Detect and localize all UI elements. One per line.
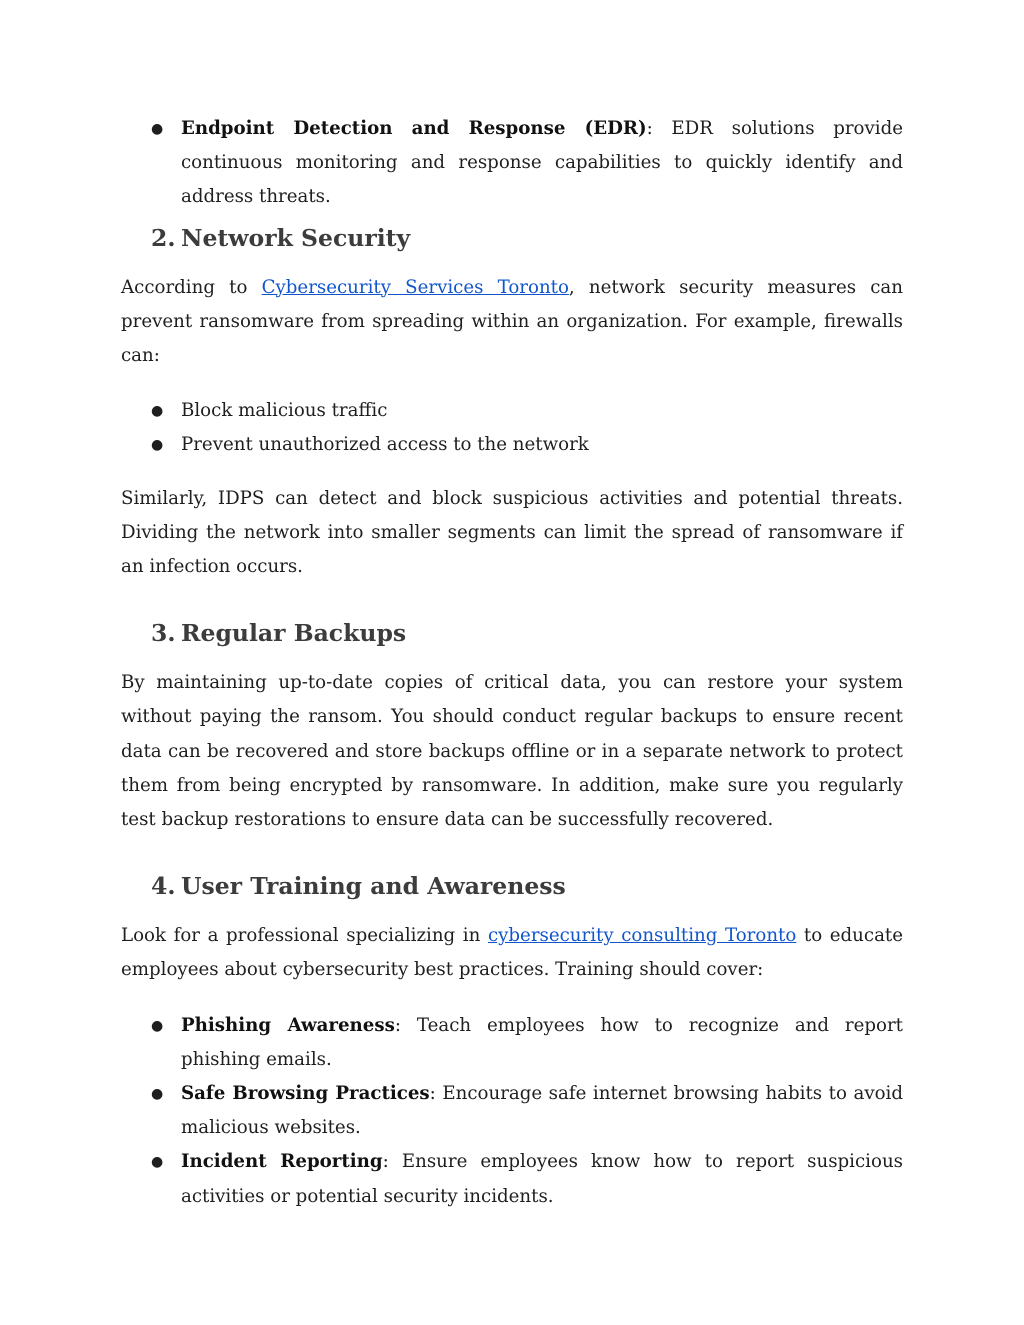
heading-title: User Training and Awareness <box>181 872 566 901</box>
heading-network-security <box>121 223 903 253</box>
document-content <box>121 112 903 1214</box>
link-cybersecurity-services-toronto[interactable]: Cybersecurity Services Toronto <box>261 276 569 298</box>
edr-list <box>121 112 903 215</box>
list-item-phishing <box>121 1009 903 1077</box>
link-cybersecurity-consulting-toronto[interactable]: cybersecurity consulting Toronto <box>487 925 797 947</box>
training-intro-paragraph <box>121 919 903 987</box>
backups-paragraph: By maintaining up-to-date copies of critical data, you can restore your system without paying the ransom. You should conduct regular backups to ensure recent data can be recovered and store backups offline or in a separate network to protect them from being encrypted by ransomware. In addition, make sure you regularly test backup restorations to ensure data can be successfully recovered. <box>121 672 903 831</box>
edr-text: : EDR solutions provide continuous monitoring and response capabilities to quickly identify and address threats. <box>181 118 904 208</box>
list-item-safe-browsing <box>121 1077 903 1145</box>
bullet-icon: ● <box>151 1086 164 1103</box>
list-item-text: Prevent unauthorized access to the network <box>181 434 589 456</box>
item-text: : Encourage safe internet browsing habits to avoid malicious websites. <box>181 1083 904 1139</box>
heading-title: Regular Backups <box>181 619 407 648</box>
network-intro-before: According to <box>121 276 262 298</box>
bullet-icon: ● <box>151 403 164 420</box>
heading-regular-backups <box>121 618 903 648</box>
network-intro-paragraph <box>121 271 903 374</box>
network-bullet-list <box>121 394 903 462</box>
list-item-text: Block malicious traffic <box>181 400 388 422</box>
item-text: : Teach employees how to recognize and report phishing emails. <box>181 1014 903 1070</box>
network-closing-paragraph: Similarly, IDPS can detect and block suspicious activities and potential threats. Dividing the network into smaller segments can limit the spread of ransomware if an infection occurs. <box>121 487 903 578</box>
item-term: Phishing Awareness <box>181 1014 395 1036</box>
heading-number: 4. <box>151 872 176 901</box>
training-intro-after: to educate employees about cybersecurity best practices. Training should cover: <box>121 925 903 981</box>
item-term: Incident Reporting <box>181 1151 383 1173</box>
heading-number: 3. <box>151 619 176 648</box>
bullet-icon: ● <box>151 1017 164 1034</box>
bullet-icon: ● <box>151 437 164 454</box>
bullet-icon: ● <box>151 1154 164 1171</box>
list-item-edr <box>121 112 903 215</box>
heading-number: 2. <box>151 223 176 252</box>
heading-title: Network Security <box>181 223 411 252</box>
item-term: Safe Browsing Practices <box>181 1083 430 1105</box>
edr-term: Endpoint Detection and Response (EDR) <box>181 118 647 139</box>
training-bullet-list <box>121 1009 903 1214</box>
item-text: : Ensure employees know how to report suspicious activities or potential security incidents. <box>181 1151 903 1207</box>
bullet-icon: ● <box>151 121 164 137</box>
list-item <box>121 428 903 462</box>
network-intro-after: , network security measures can prevent ransomware from spreading within an organization. For example, firewalls can: <box>121 276 903 367</box>
list-item-incident-reporting <box>121 1145 903 1213</box>
training-intro-before: Look for a professional specializing in <box>121 925 488 947</box>
heading-user-training <box>121 871 903 901</box>
list-item <box>121 394 903 428</box>
